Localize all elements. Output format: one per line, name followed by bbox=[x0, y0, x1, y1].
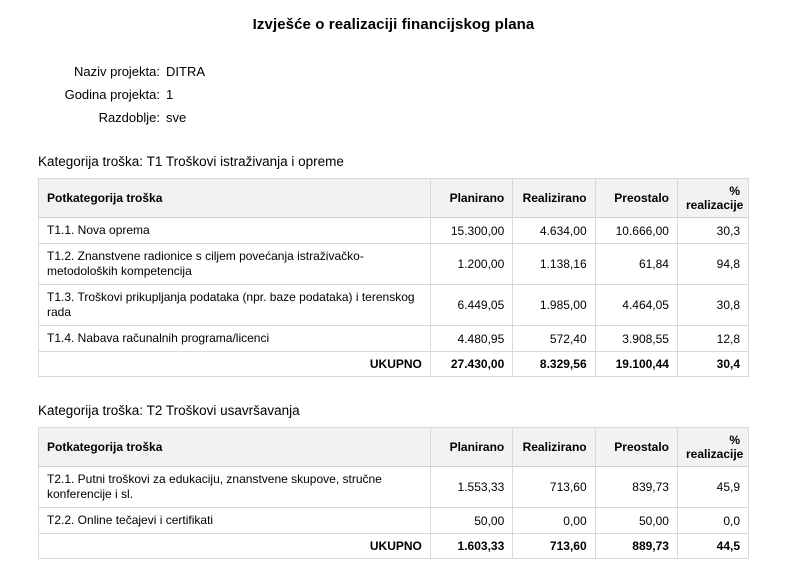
total-label: UKUPNO bbox=[39, 534, 431, 559]
table-header-row bbox=[39, 179, 749, 218]
cell-subcategory: T1.2. Znanstvene radionice s ciljem povećanja istraživačko-metodoloških kompetencija bbox=[39, 244, 431, 285]
table-row bbox=[39, 326, 749, 352]
column-header-remaining: Preostalo bbox=[595, 179, 677, 218]
report-page bbox=[0, 16, 787, 568]
cell-subcategory: T1.4. Nabava računalnih programa/licenci bbox=[39, 326, 431, 352]
column-header-remaining: Preostalo bbox=[595, 428, 677, 467]
cell-realized: 1.138,16 bbox=[513, 244, 595, 285]
table-total-row bbox=[39, 534, 749, 559]
cell-percent: 12,8 bbox=[677, 326, 748, 352]
total-percent: 30,4 bbox=[677, 352, 748, 377]
meta-value-period: sve bbox=[166, 110, 187, 125]
table-row bbox=[39, 285, 749, 326]
meta-label-project-name: Naziv projekta: bbox=[74, 64, 160, 79]
cell-subcategory: T1.1. Nova oprema bbox=[39, 218, 431, 244]
meta-row bbox=[0, 84, 787, 105]
cell-planned: 1.200,00 bbox=[430, 244, 512, 285]
column-header-realized: Realizirano bbox=[513, 179, 595, 218]
column-header-planned: Planirano bbox=[430, 428, 512, 467]
table-row bbox=[39, 508, 749, 534]
cell-planned: 1.553,33 bbox=[430, 467, 512, 508]
cell-planned: 50,00 bbox=[430, 508, 512, 534]
cell-percent: 45,9 bbox=[677, 467, 748, 508]
cell-planned: 4.480,95 bbox=[430, 326, 512, 352]
cell-percent: 0,0 bbox=[677, 508, 748, 534]
table-header-row bbox=[39, 428, 749, 467]
cost-section-t1 bbox=[0, 154, 787, 377]
cell-subcategory: T1.3. Troškovi prikupljanja podataka (npr. baze podataka) i terenskog rada bbox=[39, 285, 431, 326]
report-meta bbox=[0, 61, 787, 128]
cell-remaining: 10.666,00 bbox=[595, 218, 677, 244]
total-realized: 8.329,56 bbox=[513, 352, 595, 377]
cell-planned: 15.300,00 bbox=[430, 218, 512, 244]
column-header-planned: Planirano bbox=[430, 179, 512, 218]
column-header-subcategory: Potkategorija troška bbox=[39, 428, 431, 467]
cell-remaining: 61,84 bbox=[595, 244, 677, 285]
category-value: T2 Troškovi usavršavanja bbox=[146, 403, 300, 418]
table-row bbox=[39, 244, 749, 285]
total-remaining: 889,73 bbox=[595, 534, 677, 559]
section-heading bbox=[38, 154, 749, 169]
meta-label-project-year: Godina projekta: bbox=[64, 87, 160, 102]
meta-row bbox=[0, 107, 787, 128]
cost-table bbox=[38, 178, 749, 377]
cell-percent: 30,8 bbox=[677, 285, 748, 326]
table-row bbox=[39, 467, 749, 508]
meta-row bbox=[0, 61, 787, 82]
table-total-row bbox=[39, 352, 749, 377]
table-row bbox=[39, 218, 749, 244]
cost-table bbox=[38, 427, 749, 559]
cell-remaining: 3.908,55 bbox=[595, 326, 677, 352]
meta-value-project-year: 1 bbox=[166, 87, 174, 102]
total-planned: 1.603,33 bbox=[430, 534, 512, 559]
cell-subcategory: T2.1. Putni troškovi za edukaciju, znanstvene skupove, stručne konferencije i sl. bbox=[39, 467, 431, 508]
category-label: Kategorija troška: bbox=[38, 403, 144, 418]
page-title: Izvješće o realizaciji financijskog plana bbox=[252, 16, 535, 33]
total-label: UKUPNO bbox=[39, 352, 431, 377]
cell-remaining: 4.464,05 bbox=[595, 285, 677, 326]
section-heading bbox=[38, 403, 749, 418]
total-planned: 27.430,00 bbox=[430, 352, 512, 377]
cell-percent: 30,3 bbox=[677, 218, 748, 244]
cell-planned: 6.449,05 bbox=[430, 285, 512, 326]
meta-value-project-name: DITRA bbox=[166, 64, 205, 79]
cell-realized: 713,60 bbox=[513, 467, 595, 508]
category-label: Kategorija troška: bbox=[38, 154, 144, 169]
cost-section-t2 bbox=[0, 403, 787, 559]
total-percent: 44,5 bbox=[677, 534, 748, 559]
category-value: T1 Troškovi istraživanja i opreme bbox=[146, 154, 344, 169]
total-realized: 713,60 bbox=[513, 534, 595, 559]
column-header-realized: Realizirano bbox=[513, 428, 595, 467]
column-header-percent: % realizacije bbox=[677, 428, 748, 467]
cell-percent: 94,8 bbox=[677, 244, 748, 285]
total-remaining: 19.100,44 bbox=[595, 352, 677, 377]
cell-remaining: 839,73 bbox=[595, 467, 677, 508]
cell-realized: 4.634,00 bbox=[513, 218, 595, 244]
meta-label-period: Razdoblje: bbox=[98, 110, 160, 125]
cell-realized: 1.985,00 bbox=[513, 285, 595, 326]
cell-realized: 572,40 bbox=[513, 326, 595, 352]
cell-realized: 0,00 bbox=[513, 508, 595, 534]
cell-subcategory: T2.2. Online tečajevi i certifikati bbox=[39, 508, 431, 534]
cell-remaining: 50,00 bbox=[595, 508, 677, 534]
column-header-percent: % realizacije bbox=[677, 179, 748, 218]
column-header-subcategory: Potkategorija troška bbox=[39, 179, 431, 218]
